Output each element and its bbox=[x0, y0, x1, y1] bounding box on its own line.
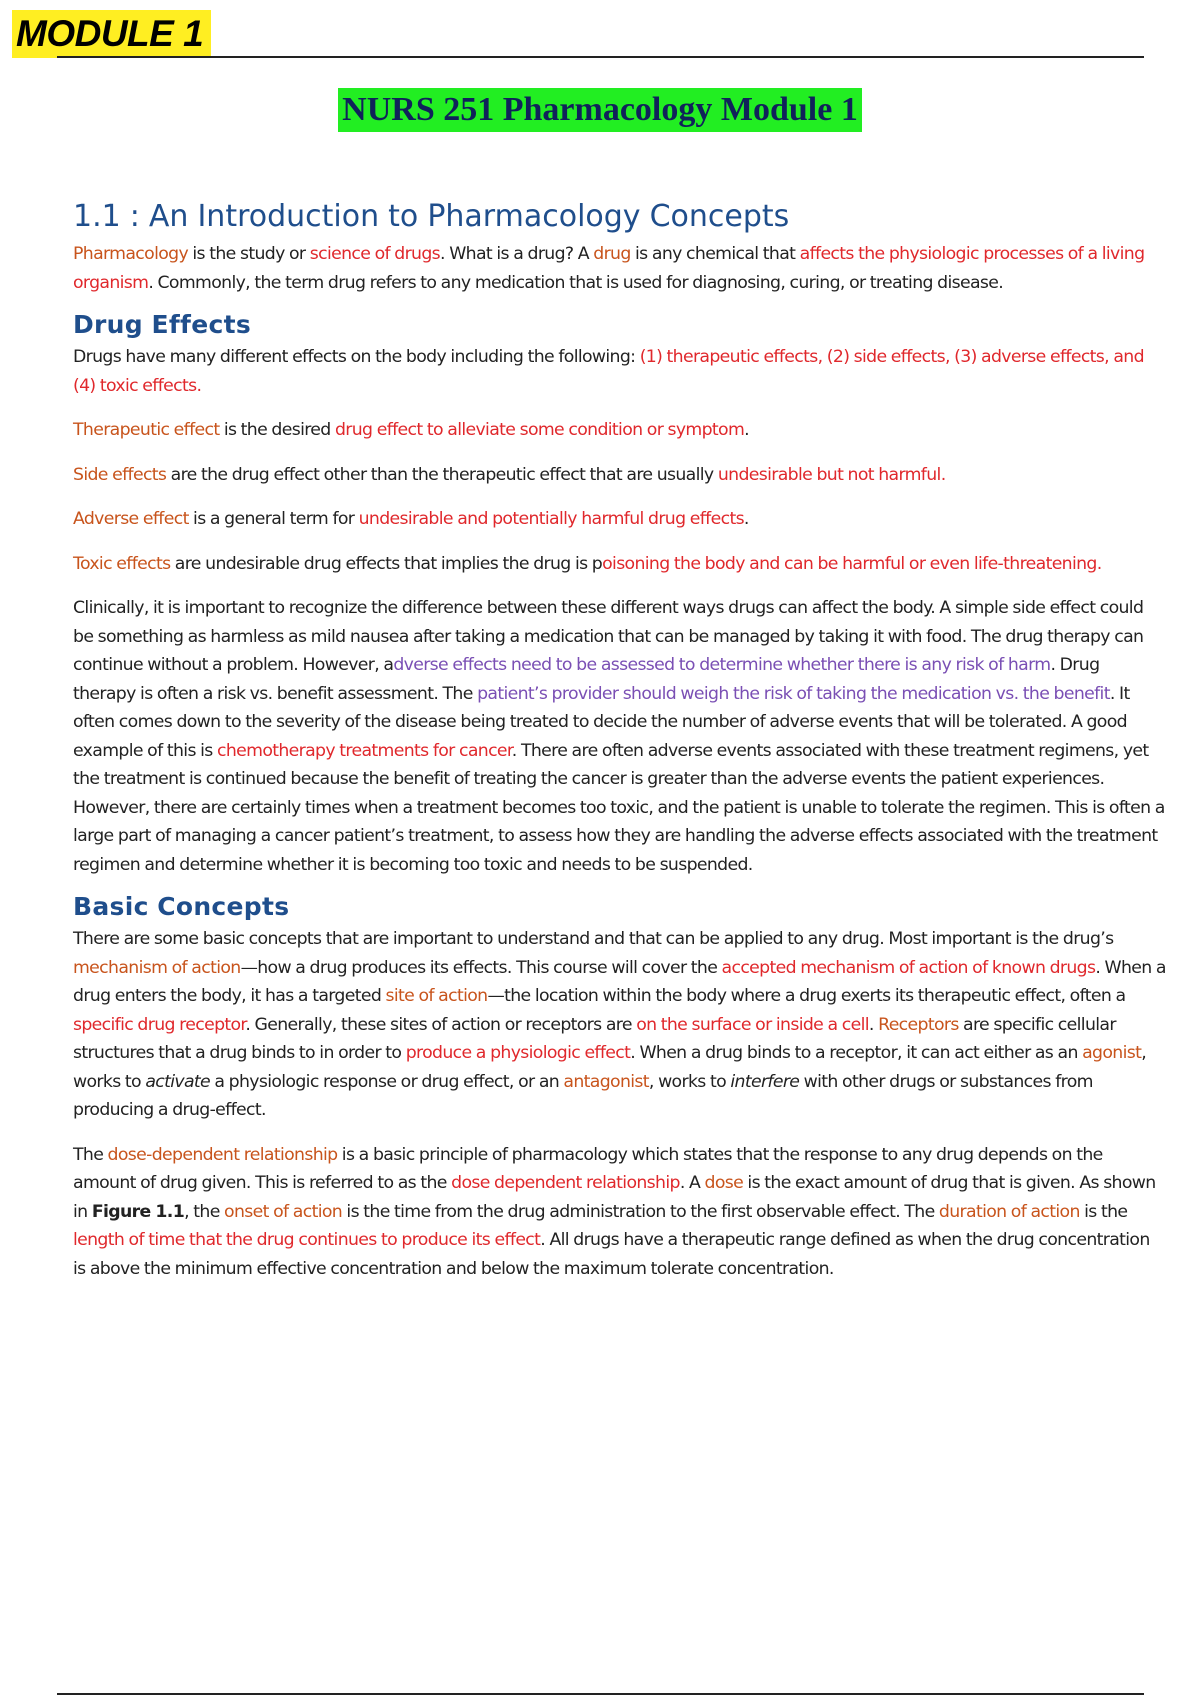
highlighted-term: drug bbox=[593, 244, 631, 264]
text-run: is the bbox=[1079, 1201, 1128, 1222]
text-run: . All drugs have a therapeutic range defined as when the drug concentration is above the minimum effective concentration and below the maximum tolerate concentration. bbox=[73, 1230, 1150, 1279]
text-run: activate bbox=[145, 1071, 211, 1092]
text-run: . What is a drug? A bbox=[440, 244, 594, 264]
highlighted-term: undesirable and potentially harmful drug effects bbox=[358, 509, 744, 529]
text-run: Clinically, it is important to recognize the difference between these different ways drugs can affect the body. A simple side effect could be something as harmless as mild nausea after taking a medication that can be managed by taking it with food. The drug therapy can continue without a problem. However, a bbox=[73, 598, 1144, 675]
highlighted-term: dverse effects need to be assessed to determine whether there is any risk of harm bbox=[393, 655, 1051, 675]
text-run: . When a drug binds to a receptor, it can act either as an bbox=[630, 1043, 1083, 1063]
highlighted-term: accepted mechanism of action of known drugs bbox=[721, 957, 1096, 978]
module-label: MODULE 1 bbox=[12, 10, 211, 58]
mechanism-paragraph bbox=[73, 925, 1166, 1125]
text-run: is the study or bbox=[188, 244, 310, 264]
highlighted-term: Side effects bbox=[73, 464, 167, 485]
text-run: are undesirable drug effects that implies the drug is p bbox=[170, 553, 603, 574]
highlighted-term: dose bbox=[704, 1173, 744, 1193]
text-run: a physiologic response or drug effect, or an bbox=[210, 1071, 564, 1092]
text-run: The bbox=[73, 1144, 108, 1165]
text-run: There are some basic concepts that are important to understand and that can be applied to any drug. Most important is the drug’s bbox=[73, 929, 1114, 949]
text-run: are the drug effect other than the therapeutic effect that are usually bbox=[166, 464, 718, 485]
text-run: . bbox=[868, 1014, 879, 1035]
text-run: . It often comes down to the severity of the disease being treated to decide the number of adverse events that will be tolerated. A good example of this is bbox=[73, 683, 1130, 761]
highlighted-term: dose-dependent relationship bbox=[107, 1144, 338, 1165]
text-run: is a general term for bbox=[188, 509, 359, 529]
footer-rule bbox=[57, 1693, 1144, 1695]
text-run: Figure 1.1 bbox=[91, 1201, 185, 1222]
text-run: is the time from the drug administration to the first observable effect. The bbox=[342, 1201, 939, 1222]
intro-paragraph bbox=[73, 240, 1166, 297]
text-run: . Commonly, the term drug refers to any medication that is used for diagnosing, curing, or treating disease. bbox=[148, 272, 1004, 293]
text-run: is the exact amount of drug that is given. As shown in bbox=[73, 1173, 1156, 1222]
highlighted-term: Toxic effects bbox=[73, 553, 171, 574]
highlighted-term: undesirable but not harmful. bbox=[717, 464, 946, 485]
toxic-effects-definition bbox=[73, 550, 1166, 579]
text-run: are specific cellular structures that a drug binds to in order to bbox=[73, 1014, 1116, 1063]
highlighted-term: antagonist bbox=[563, 1071, 649, 1092]
highlighted-term: agonist bbox=[1082, 1043, 1142, 1063]
dose-relationship-paragraph bbox=[73, 1141, 1166, 1284]
highlighted-term: chemotherapy treatments for cancer bbox=[217, 740, 512, 761]
highlighted-term: drug effect to alleviate some condition or symptom bbox=[334, 420, 745, 440]
highlighted-term: produce a physiologic effect bbox=[405, 1043, 631, 1063]
highlighted-term: mechanism of action bbox=[73, 957, 241, 978]
drug-effects-heading: Drug Effects bbox=[73, 310, 252, 339]
highlighted-term: affects the physiologic processes of a living organism bbox=[73, 244, 1145, 293]
text-run: is the desired bbox=[219, 420, 335, 440]
highlighted-term: Receptors bbox=[878, 1014, 959, 1035]
highlighted-term: dose dependent relationship bbox=[451, 1173, 680, 1193]
document-title-container bbox=[0, 88, 1200, 132]
text-run: . bbox=[744, 420, 750, 440]
text-run: interfere bbox=[730, 1071, 800, 1092]
text-run: . There are often adverse events associated with these treatment regimens, yet the treatment is continued because the benefit of treating the cancer is greater than the adverse events the patient experiences. However, there are certainly times when a treatment becomes too toxic, and the patient is unable to tolerate the regimen. This is often a large part of managing a cancer patient’s treatment, to assess how they are handling the adverse effects associated with the treatment regimen and determine whether it is becoming too toxic and needs to be suspended. bbox=[73, 740, 1165, 875]
text-run: —the location within the body where a drug exerts its therapeutic effect, often a bbox=[487, 986, 1126, 1006]
highlighted-term: Therapeutic effect bbox=[73, 420, 220, 440]
text-run: Drugs have many different effects on the body including the following: bbox=[73, 347, 640, 367]
section-heading-1-1: 1.1 : An Introduction to Pharmacology Concepts bbox=[73, 199, 790, 234]
highlighted-term: oisoning the body and can be harmful or even life-threatening. bbox=[602, 553, 1102, 574]
highlighted-term: Adverse effect bbox=[73, 509, 189, 529]
text-run: , the bbox=[184, 1201, 225, 1222]
text-run: is a basic principle of pharmacology which states that the response to any drug depends on the amount of drug given. This is referred to as the bbox=[73, 1144, 1103, 1193]
therapeutic-effect-definition bbox=[73, 416, 1166, 445]
highlighted-term: science of drugs bbox=[309, 244, 441, 264]
document-body bbox=[73, 196, 1166, 1299]
clinical-paragraph bbox=[73, 594, 1166, 879]
text-run: . Drug therapy is often a risk vs. benefit assessment. The bbox=[73, 655, 1100, 704]
text-run: with other drugs or substances from producing a drug-effect. bbox=[73, 1071, 1093, 1120]
highlighted-term: (1) therapeutic effects, (2) side effects, (3) adverse effects, and (4) toxic effects. bbox=[73, 347, 1144, 396]
text-run: . Generally, these sites of action or receptors are bbox=[245, 1014, 637, 1035]
text-run: . bbox=[743, 509, 749, 529]
highlighted-term: onset of action bbox=[224, 1201, 343, 1222]
basic-concepts-heading: Basic Concepts bbox=[73, 892, 290, 921]
adverse-effect-definition bbox=[73, 505, 1166, 534]
text-run: , works to bbox=[73, 1043, 1147, 1092]
text-run: —how a drug produces its effects. This course will cover the bbox=[240, 957, 722, 978]
highlighted-term: Pharmacology bbox=[73, 244, 189, 264]
header-rule bbox=[57, 56, 1144, 58]
highlighted-term: on the surface or inside a cell bbox=[636, 1014, 869, 1035]
highlighted-term: specific drug receptor bbox=[73, 1014, 246, 1035]
highlighted-term: site of action bbox=[385, 986, 488, 1006]
text-run: . A bbox=[679, 1173, 705, 1193]
highlighted-term: duration of action bbox=[938, 1201, 1080, 1222]
drug-effects-overview bbox=[73, 343, 1166, 400]
side-effects-definition bbox=[73, 461, 1166, 490]
document-title: NURS 251 Pharmacology Module 1 bbox=[338, 88, 862, 132]
highlighted-term: length of time that the drug continues to produce its effect bbox=[73, 1230, 541, 1250]
text-run: . When a drug enters the body, it has a targeted bbox=[73, 957, 1166, 1006]
text-run: is any chemical that bbox=[630, 244, 800, 264]
highlighted-term: patient’s provider should weigh the risk of taking the medication vs. the benefit bbox=[477, 683, 1110, 704]
text-run: , works to bbox=[648, 1071, 731, 1092]
